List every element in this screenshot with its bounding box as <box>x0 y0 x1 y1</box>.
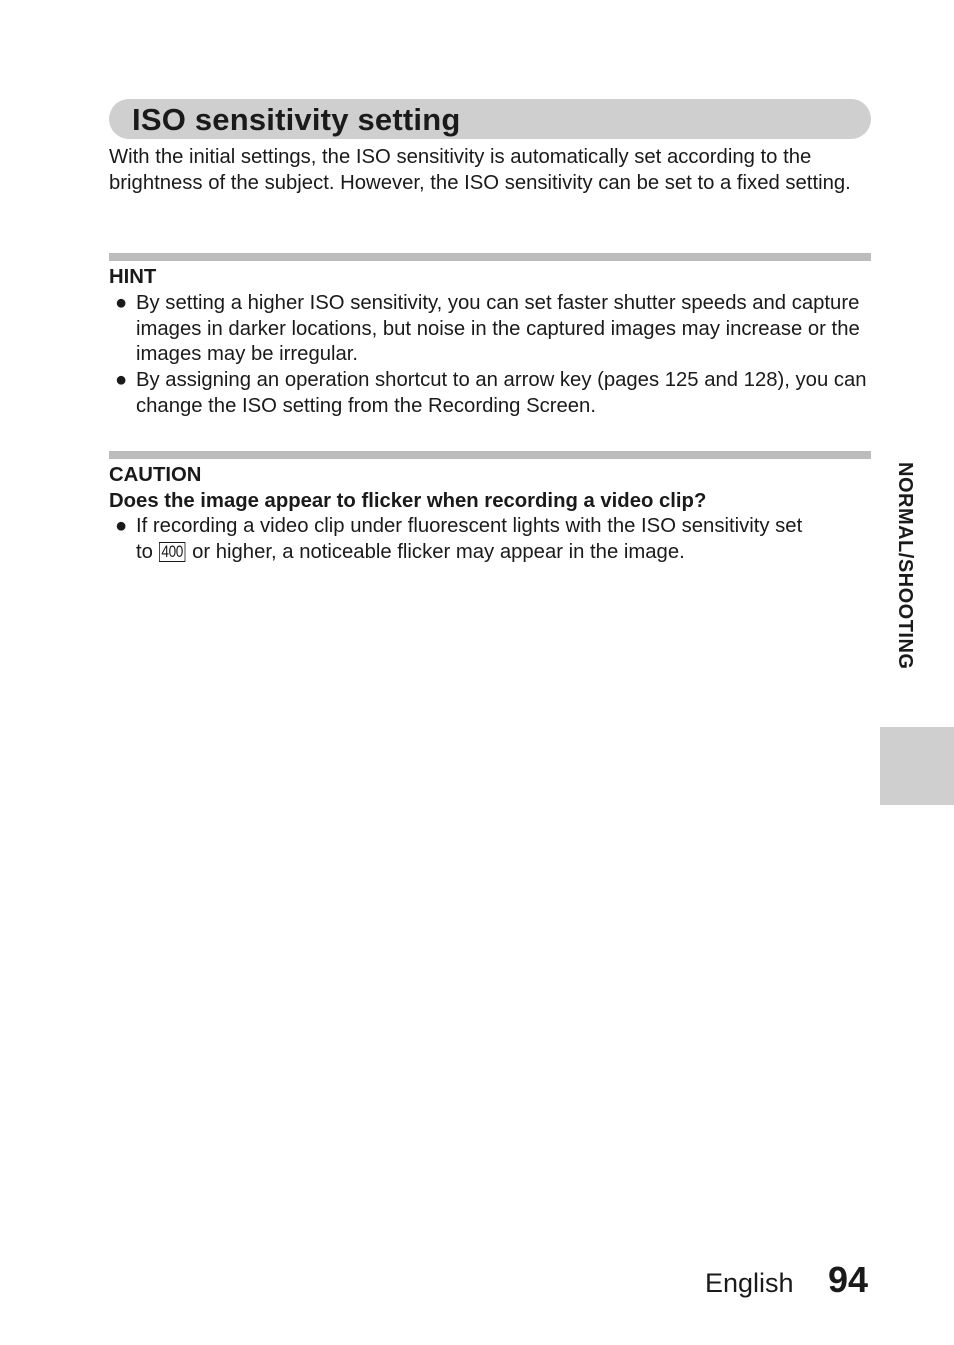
hint-divider <box>109 253 871 261</box>
caution-text-to: to <box>136 540 153 563</box>
caution-list <box>109 514 871 565</box>
hint-text: By setting a higher ISO sensitivity, you can set faster shutter speeds and capture images in darker locations, but noise in the captured images may increase or the images may be irregular. <box>136 292 860 366</box>
list-item <box>109 368 871 419</box>
caution-text-rest: or higher, a noticeable flicker may appear in the image. <box>192 540 685 563</box>
page-title: ISO sensitivity setting <box>132 102 461 137</box>
page-number: 94 <box>828 1259 869 1300</box>
caution-text-line1: If recording a video clip under fluorescent lights with the ISO sensitivity set <box>136 515 803 537</box>
hint-text: By assigning an operation shortcut to an arrow key (pages 125 and 128), you can change the ISO setting from the Recording Screen. <box>136 369 867 417</box>
caution-divider <box>109 451 871 459</box>
footer-language: English <box>705 1268 794 1298</box>
caution-label: CAUTION <box>109 464 202 486</box>
title-bar <box>109 99 871 139</box>
hint-list <box>109 291 871 420</box>
bullet-icon: ● <box>115 292 128 314</box>
bullet-icon: ● <box>115 369 128 392</box>
section-tab-label: NORMAL/SHOOTING <box>894 462 916 670</box>
list-item <box>109 291 871 368</box>
caution-question: Does the image appear to flicker when recording a video clip? <box>109 490 707 512</box>
intro-paragraph: With the initial settings, the ISO sensitivity is automatically set according to the brightness of the subject. However, the ISO sensitivity can be set to a fixed setting. <box>109 146 851 194</box>
section-tab-marker <box>880 727 954 805</box>
iso-400-icon: 400 <box>159 542 185 562</box>
hint-label: HINT <box>109 266 157 288</box>
list-item <box>109 514 871 565</box>
bullet-icon: ● <box>115 515 128 537</box>
